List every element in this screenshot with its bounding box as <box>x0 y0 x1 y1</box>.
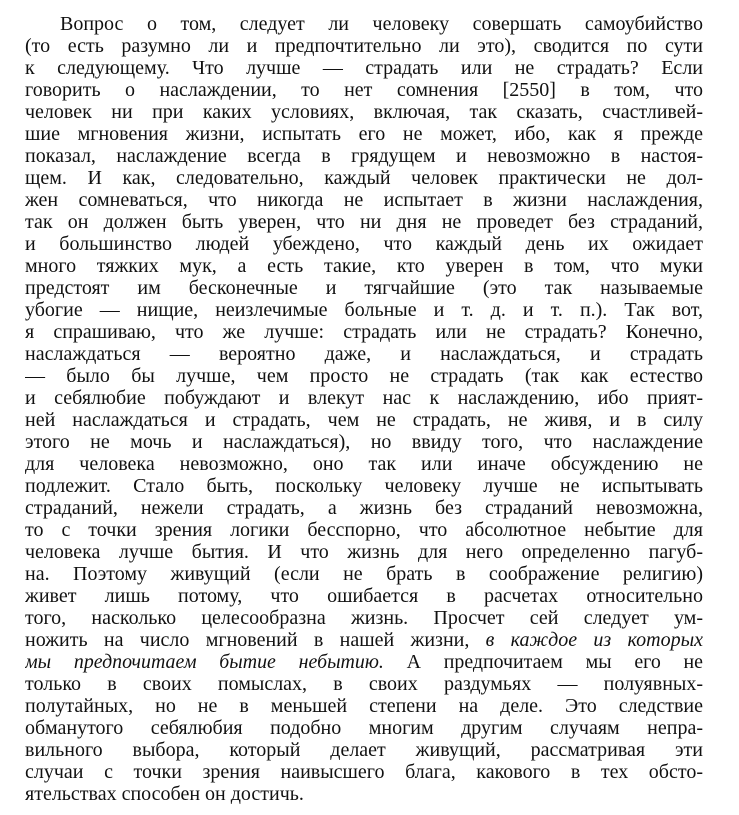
text-line: только в своих помыслах, в своих раздумьях — полуявных- <box>25 673 703 695</box>
text-line: и себялюбие побуждают и влекут нас к наслаждению, ибо прият- <box>25 387 703 409</box>
text-italic: в каждое из которых <box>485 629 703 651</box>
text-line: человека лучше бытия. И что жизнь для него определенно пагуб- <box>25 541 703 563</box>
document-page <box>25 13 703 805</box>
text-line: человек ни при каких условиях, включая, так сказать, счастливей- <box>25 101 703 123</box>
text-line: и большинство людей убеждено, что каждый день их ожидает <box>25 233 703 255</box>
text-line: наслаждаться — вероятно даже, и наслаждаться, и страдать <box>25 343 703 365</box>
text-line: говорить о наслаждении, то нет сомнения [2550] в том, что <box>25 79 703 101</box>
text-italic: мы предпочитаем бытие небытию. <box>25 651 384 673</box>
text-regular: А предпочитаем мы его не <box>406 651 703 673</box>
text-line: обманутого себялюбия подобно многим другим случаям непра- <box>25 717 703 739</box>
text-line: к следующему. Что лучше — страдать или не страдать? Если <box>25 57 703 79</box>
text-line: того, насколько целесообразна жизнь. Просчет сей следует ум- <box>25 607 703 629</box>
text-line: этого не мочь и наслаждаться), но ввиду того, что наслаждение <box>25 431 703 453</box>
text-line: подлежит. Стало быть, поскольку человеку лучше не испытывать <box>25 475 703 497</box>
text-line: шие мгновения жизни, испытать его не может, ибо, как я прежде <box>25 123 703 145</box>
text-line: случаи с точки зрения наивысшего блага, какового в тех обсто- <box>25 761 703 783</box>
text-line: (то есть разумно ли и предпочтительно ли это), сводится по сути <box>25 35 703 57</box>
text-line: на. Поэтому живущий (если не брать в соображение религию) <box>25 563 703 585</box>
text-line: живет лишь потому, что ошибается в расчетах относительно <box>25 585 703 607</box>
text-line: вильного выбора, который делает живущий, рассматривая эти <box>25 739 703 761</box>
text-line: полутайных, но не в меньшей степени на деле. Это следствие <box>25 695 703 717</box>
text-line: страданий, нежели страдать, а жизнь без страданий невозможна, <box>25 497 703 519</box>
text-line: то с точки зрения логики бесспорно, что абсолютное небытие для <box>25 519 703 541</box>
text-line: жен сомневаться, что никогда не испытает в жизни наслаждения, <box>25 189 703 211</box>
text-line: много тяжких мук, а есть такие, кто уверен в том, что муки <box>25 255 703 277</box>
text-line: убогие — нищие, неизлечимые больные и т. д. и т. п.). Так вот, <box>25 299 703 321</box>
text-line: ней наслаждаться и страдать, чем не страдать, не живя, и в силу <box>25 409 703 431</box>
text-line: для человека невозможно, оно так или иначе обсуждению не <box>25 453 703 475</box>
text-line: показал, наслаждение всегда в грядущем и невозможно в настоя- <box>25 145 703 167</box>
text-regular: ножить на число мгновений в нашей жизни, <box>25 629 470 651</box>
text-line: Вопрос о том, следует ли человеку совершать самоубийство <box>60 13 703 35</box>
text-line <box>25 651 703 673</box>
text-line: предстоят им бесконечные и тягчайшие (это так называемые <box>25 277 703 299</box>
text-line <box>25 629 703 651</box>
text-line: — было бы лучше, чем просто не страдать (так как естество <box>25 365 703 387</box>
text-line: щем. И как, следовательно, каждый человек практически не дол- <box>25 167 703 189</box>
text-line: я спрашиваю, что же лучше: страдать или не страдать? Конечно, <box>25 321 703 343</box>
text-line: так он должен быть уверен, что ни дня не проведет без страданий, <box>25 211 703 233</box>
text-line: ятельствах способен он достичь. <box>25 783 304 805</box>
